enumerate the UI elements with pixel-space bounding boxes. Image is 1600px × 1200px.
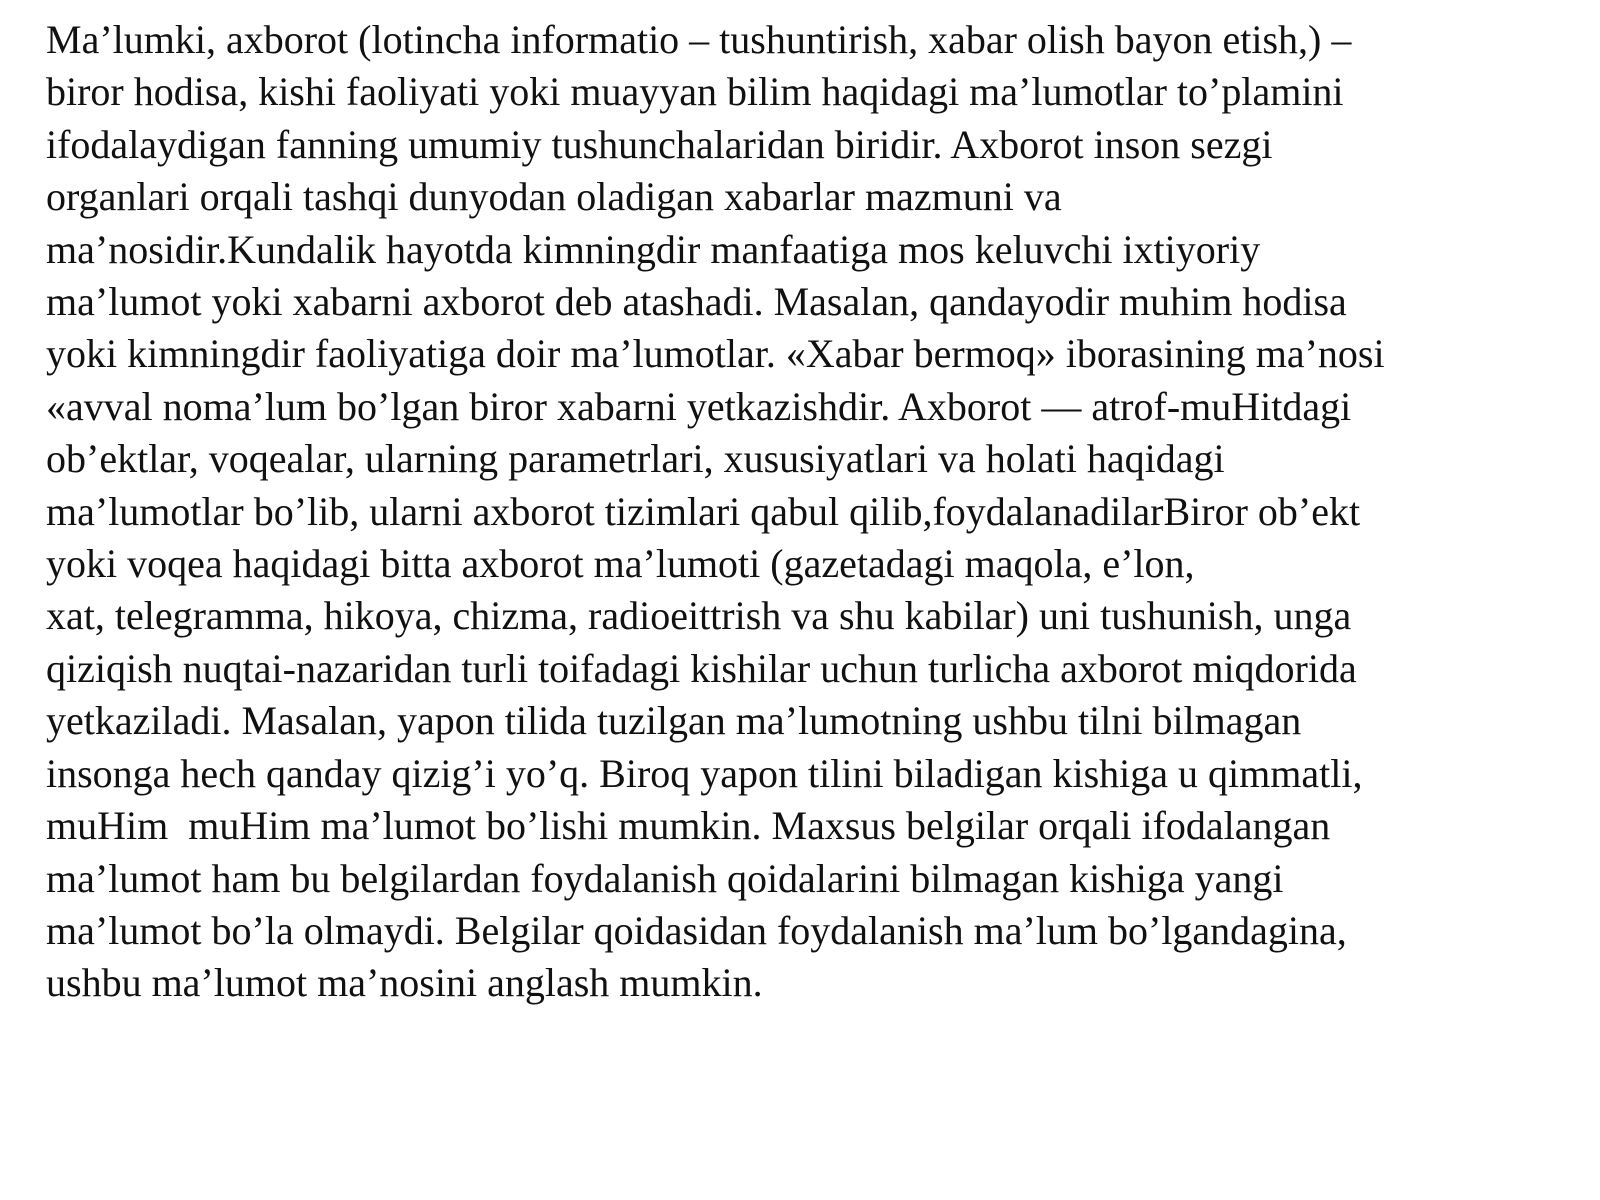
text-line: ma’nosidir.Kundalik hayotda kimningdir manfaatiga mos keluvchi ixtiyoriy: [46, 226, 1261, 272]
text-line: Ma’lumki, axborot (lotincha informatio – tushuntirish, xabar olish bayon etish,) –: [46, 17, 1352, 62]
text-line: yoki kimningdir faoliyatiga doir ma’lumotlar. «Xabar bermoq» iborasining ma’nosi: [46, 331, 1385, 377]
text-line: organlari orqali tashqi dunyodan oladigan xabarlar mazmuni va: [46, 174, 1062, 220]
text-line: biror hodisa, kishi faoliyati yoki muayyan bilim haqidagi ma’lumotlar to’plamini: [46, 69, 1344, 115]
text-line: ma’lumot yoki xabarni axborot deb atashadi. Masalan, qandayodir muhim hodisa: [46, 279, 1347, 325]
text-line: yetkaziladi. Masalan, yapon tilida tuzilgan ma’lumotning ushbu tilni bilmagan: [46, 698, 1302, 744]
text-line: qiziqish nuqtai-nazaridan turli toifadagi kishilar uchun turlicha axborot miqdorida: [46, 645, 1357, 691]
text-line: ma’lumotlar bo’lib, ularni axborot tizimlari qabul qilib,foydalanadilarBiror ob’ekt: [46, 488, 1361, 534]
text-line: ma’lumot ham bu belgilardan foydalanish qoidalarini bilmagan kishiga yangi: [46, 855, 1284, 901]
text-line: ma’lumot bo’la olmaydi. Belgilar qoidasidan foydalanish ma’lum bo’lgandagina,: [46, 907, 1347, 953]
document-body: [46, 14, 1586, 1010]
text-line: «avval noma’lum bo’lgan biror xabarni yetkazishdir. Axborot — atrof-muHitdagi: [46, 383, 1352, 429]
text-line: xat, telegramma, hikoya, chizma, radioeittrish va shu kabilar) uni tushunish, unga: [46, 593, 1352, 639]
text-line: yoki voqea haqidagi bitta axborot ma’lumoti (gazetadagi maqola, e’lon,: [46, 541, 1195, 587]
text-line: ob’ektlar, voqealar, ularning parametrlari, xususiyatlari va holati haqidagi: [46, 436, 1225, 482]
text-line: ifodalaydigan fanning umumiy tushunchalaridan biridir. Axborot inson sezgi: [46, 121, 1273, 167]
text-line: insonga hech qanday qizig’i yo’q. Biroq yapon tilini biladigan kishiga u qimmatli,: [46, 750, 1363, 796]
text-line: muHim muHim ma’lumot bo’lishi mumkin. Maxsus belgilar orqali ifodalangan: [46, 803, 1331, 849]
text-line: ushbu ma’lumot ma’nosini anglash mumkin.: [46, 960, 763, 1006]
